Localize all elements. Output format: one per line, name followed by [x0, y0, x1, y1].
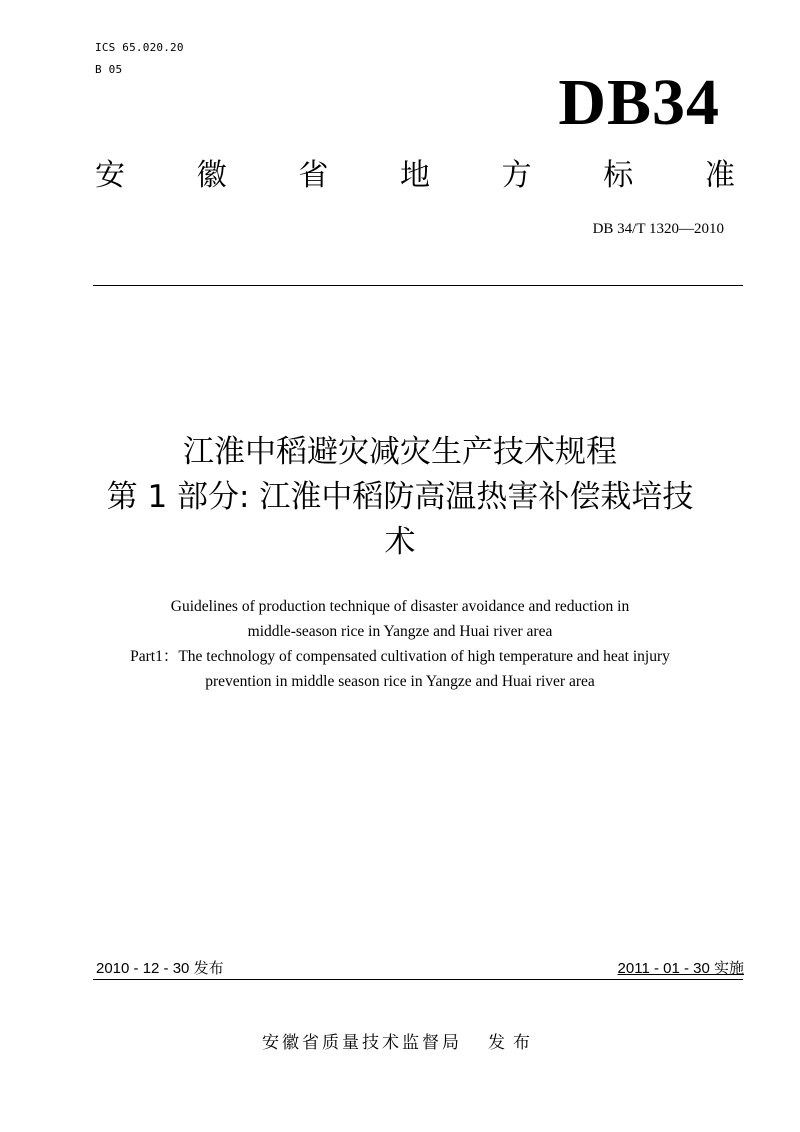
standard-type-char: 徽 [196, 158, 227, 193]
standard-type-char: 方 [501, 158, 532, 193]
standard-type-char: 安 [95, 158, 125, 193]
ics-code: ICS 65.020.20 [95, 41, 184, 54]
english-title-line: prevention in middle season rice in Yangze and Huai river area [205, 673, 595, 690]
publish-label: 发布 [488, 1033, 538, 1053]
english-title [40, 594, 760, 694]
chinese-title-line: 江淮中稻避灾减灾生产技术规程 [183, 434, 617, 470]
chinese-title-line: 第 1 部分: 江淮中稻防高温热害补偿栽培技 [106, 479, 694, 515]
issue-date: 2010 - 12 - 30 发布 [96, 960, 224, 977]
standard-type-char: 地 [399, 158, 430, 193]
standard-type-char: 省 [298, 158, 329, 193]
english-title-line: Part1：The technology of compensated cultivation of high temperature and heat injury [130, 648, 670, 665]
ccs-code: B 05 [95, 63, 123, 76]
english-title-line: middle-season rice in Yangze and Huai river area [247, 623, 553, 640]
issuer-name: 安徽省质量技术监督局 [262, 1033, 462, 1053]
standard-code: DB34 [558, 66, 720, 139]
english-title-line: Guidelines of production technique of disaster avoidance and reduction in [170, 598, 630, 615]
issuer-line [0, 1032, 800, 1054]
header-divider [93, 285, 743, 286]
standard-type-title [95, 158, 735, 194]
standard-type-char: 标 [603, 158, 634, 193]
chinese-title [60, 430, 740, 565]
chinese-title-line: 术 [384, 524, 416, 560]
implementation-date: 2011 - 01 - 30 实施 [617, 960, 744, 977]
footer-divider [93, 979, 743, 980]
standard-number: DB 34/T 1320—2010 [592, 221, 724, 237]
standard-type-char: 准 [704, 158, 735, 193]
